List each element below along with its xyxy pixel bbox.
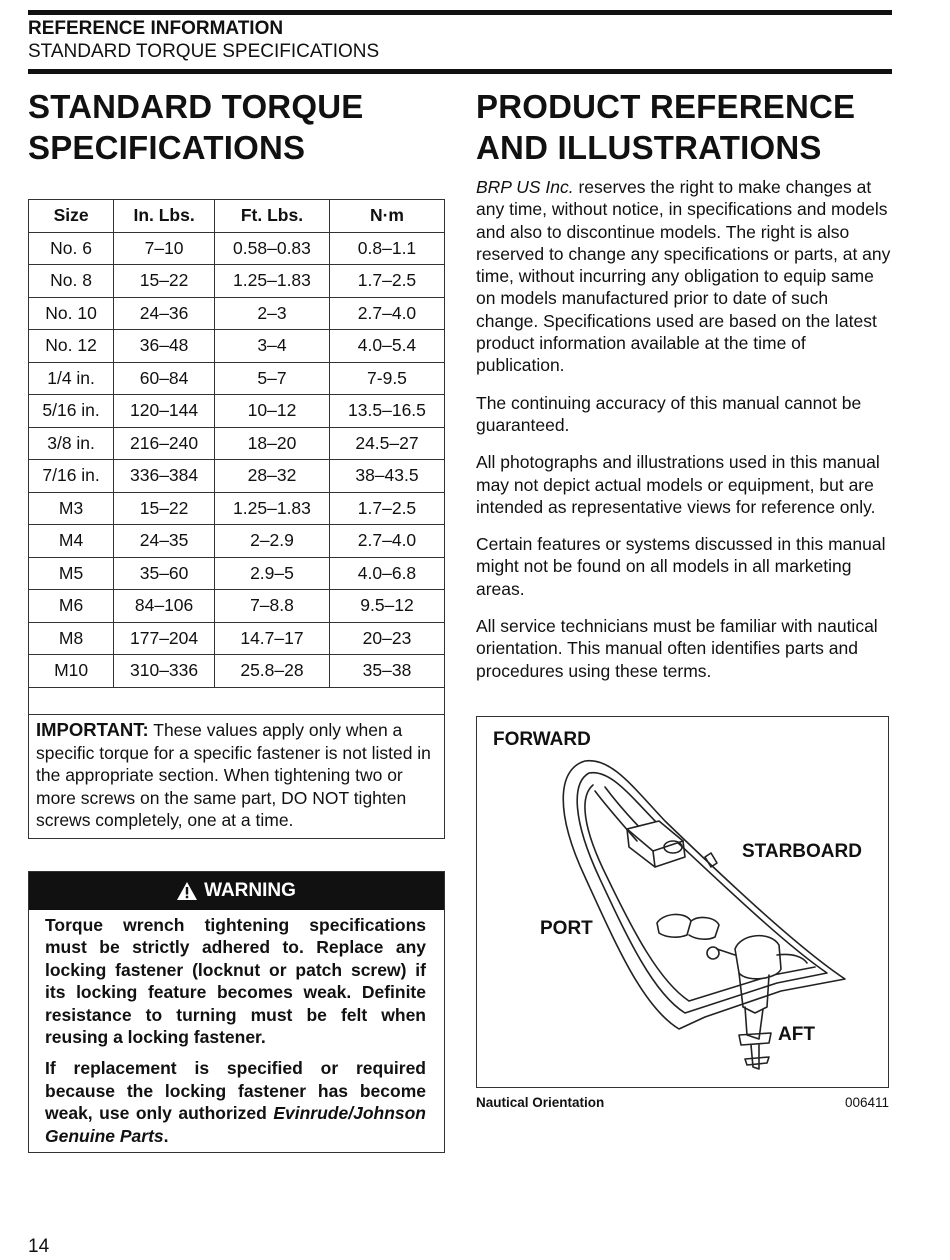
table-cell: 28–32 (214, 460, 329, 493)
table-cell: No. 12 (29, 330, 114, 363)
torque-table-body (29, 232, 445, 714)
table-cell: 1.25–1.83 (214, 265, 329, 298)
warning-header (29, 872, 444, 910)
table-cell: 0.8–1.1 (329, 232, 444, 265)
table-cell: 1.7–2.5 (329, 492, 444, 525)
table-cell: 25.8–28 (214, 655, 329, 688)
table-cell: 36–48 (114, 330, 215, 363)
table-cell: M5 (29, 557, 114, 590)
table-cell: 15–22 (114, 265, 215, 298)
important-label: IMPORTANT: (36, 719, 149, 740)
table-cell: 7–10 (114, 232, 215, 265)
label-port: PORT (540, 918, 593, 939)
table-cell: M4 (29, 525, 114, 558)
table-cell: 7–8.8 (214, 590, 329, 623)
column-header: Ft. Lbs. (214, 200, 329, 233)
warning-text: If replacement is specified or required because the locking fastener has become weak, use only authorized (45, 1058, 426, 1124)
table-cell: 18–20 (214, 427, 329, 460)
table-cell: 3/8 in. (29, 427, 114, 460)
table-row (29, 362, 445, 395)
table-cell: 24–36 (114, 297, 215, 330)
table-cell: 20–23 (329, 622, 444, 655)
table-cell: 5–7 (214, 362, 329, 395)
table-row (29, 525, 445, 558)
label-starboard: STARBOARD (742, 841, 862, 862)
table-cell: 120–144 (114, 395, 215, 428)
warning-title: WARNING (204, 880, 296, 901)
table-cell: 2–2.9 (214, 525, 329, 558)
table-cell: 2.7–4.0 (329, 525, 444, 558)
warning-box (28, 871, 445, 1153)
table-cell: 7/16 in. (29, 460, 114, 493)
table-cell: 1/4 in. (29, 362, 114, 395)
page-number: 14 (28, 1236, 50, 1257)
column-header: In. Lbs. (114, 200, 215, 233)
body-paragraph: Certain features or systems discussed in this manual might not be found on all models in all marketing areas. (476, 534, 886, 599)
warning-triangle-icon (177, 882, 197, 900)
table-row (29, 265, 445, 298)
table-row (29, 622, 445, 655)
label-aft: AFT (778, 1024, 815, 1045)
label-forward: FORWARD (493, 729, 591, 750)
table-cell: 15–22 (114, 492, 215, 525)
table-cell: M3 (29, 492, 114, 525)
table-cell: 216–240 (114, 427, 215, 460)
table-cell: 4.0–5.4 (329, 330, 444, 363)
table-cell: 35–60 (114, 557, 215, 590)
table-spacer-cell (29, 687, 445, 714)
table-spacer-row (29, 687, 445, 714)
body-paragraph: All service technicians must be familiar with nautical orientation. This manual often identifies parts and procedures using these terms. (476, 616, 878, 681)
product-reference-text (476, 176, 893, 697)
table-cell: 38–43.5 (329, 460, 444, 493)
warning-paragraph (45, 1057, 426, 1147)
table-row (29, 330, 445, 363)
table-row (29, 492, 445, 525)
table-cell: 5/16 in. (29, 395, 114, 428)
table-cell: M8 (29, 622, 114, 655)
body-paragraph (476, 176, 893, 377)
table-row (29, 232, 445, 265)
body-paragraph: The continuing accuracy of this manual cannot be guaranteed. (476, 392, 862, 435)
table-cell: 7-9.5 (329, 362, 444, 395)
figure-number: 006411 (845, 1095, 890, 1110)
table-cell: M6 (29, 590, 114, 623)
table-cell: 336–384 (114, 460, 215, 493)
product-reference-heading (476, 86, 855, 168)
boat-illustration (477, 717, 888, 1087)
figure-caption: Nautical Orientation (476, 1095, 605, 1110)
running-header-title: REFERENCE INFORMATION (28, 18, 284, 39)
table-cell: 24–35 (114, 525, 215, 558)
table-cell: 13.5–16.5 (329, 395, 444, 428)
table-cell: 2.9–5 (214, 557, 329, 590)
table-header-row (29, 200, 445, 233)
table-cell: 3–4 (214, 330, 329, 363)
table-cell: 0.58–0.83 (214, 232, 329, 265)
heading-line: PRODUCT REFERENCE (476, 88, 856, 125)
table-cell: 310–336 (114, 655, 215, 688)
torque-section-heading (28, 86, 363, 168)
table-row (29, 427, 445, 460)
warning-body (29, 910, 444, 1147)
table-cell: 2–3 (214, 297, 329, 330)
table-cell: 9.5–12 (329, 590, 444, 623)
genuine-parts-name: Evinrude/Johnson Genuine Parts (45, 1103, 426, 1146)
table-cell: No. 6 (29, 232, 114, 265)
nautical-orientation-figure (476, 716, 889, 1088)
table-cell: No. 10 (29, 297, 114, 330)
table-row (29, 395, 445, 428)
company-name: BRP US Inc. (476, 177, 574, 197)
header-rule-bottom (28, 69, 892, 74)
important-note (28, 715, 445, 839)
table-cell: 60–84 (114, 362, 215, 395)
table-row (29, 590, 445, 623)
heading-line: SPECIFICATIONS (28, 129, 306, 166)
table-cell: 24.5–27 (329, 427, 444, 460)
warning-paragraph: Torque wrench tightening specifications must be strictly adhered to. Replace any locking fastener (locknut or patch screw) if its locking feature becomes weak. Definite resistance to turning must be felt when reusing a locking fastener. (45, 915, 426, 1048)
important-text: These values apply only when a specific torque for a specific fastener is not listed in the appropriate section. When tightening two or more screws on the same part, DO NOT tighten screws completely, one at a time. (36, 720, 431, 830)
table-cell: 1.25–1.83 (214, 492, 329, 525)
header-rule-top (28, 10, 892, 15)
table-cell: 177–204 (114, 622, 215, 655)
table-row (29, 655, 445, 688)
table-cell: 1.7–2.5 (329, 265, 444, 298)
table-cell: 35–38 (329, 655, 444, 688)
heading-line: AND ILLUSTRATIONS (476, 129, 822, 166)
body-text: reserves the right to make changes at any time, without notice, in specifications and models and also to discontinue models. The right is also reserved to change any specifications or parts, at any time, without incurring any obligation to equip same on models manufactured prior to date of such change. Specifications used are based on the latest product information available at the time of publication. (476, 177, 891, 376)
body-paragraph: All photographs and illustrations used in this manual may not depict actual models or equipment, but are intended as representative views for reference only. (476, 452, 880, 517)
heading-line: STANDARD TORQUE (28, 88, 364, 125)
running-header-subtitle: STANDARD TORQUE SPECIFICATIONS (28, 41, 380, 62)
table-cell: 4.0–6.8 (329, 557, 444, 590)
torque-table (28, 199, 445, 715)
table-cell: 84–106 (114, 590, 215, 623)
column-header: N·m (329, 200, 444, 233)
table-row (29, 297, 445, 330)
table-cell: 10–12 (214, 395, 329, 428)
table-row (29, 557, 445, 590)
warning-text: . (163, 1125, 169, 1146)
table-row (29, 460, 445, 493)
table-cell: 14.7–17 (214, 622, 329, 655)
table-cell: 2.7–4.0 (329, 297, 444, 330)
table-cell: M10 (29, 655, 114, 688)
table-cell: No. 8 (29, 265, 114, 298)
column-header: Size (29, 200, 114, 233)
